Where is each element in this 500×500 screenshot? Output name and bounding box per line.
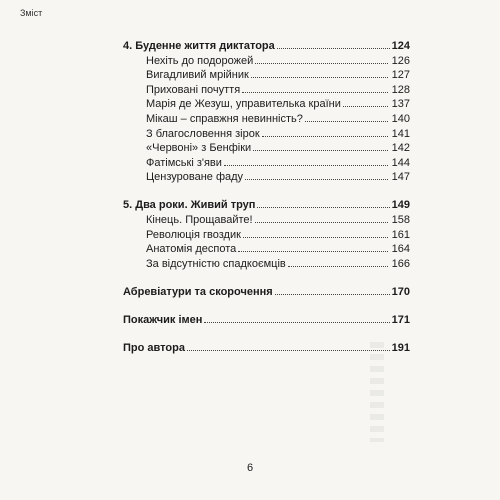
dot-leader — [243, 236, 388, 238]
dot-leader — [255, 62, 388, 64]
toc-entry[interactable] — [123, 241, 410, 256]
toc-section-page: 149 — [391, 199, 410, 212]
dot-leader — [224, 164, 388, 166]
dot-leader — [257, 206, 389, 208]
toc-section-heading[interactable] — [123, 282, 410, 298]
dot-leader — [305, 120, 388, 122]
toc-section-heading[interactable] — [123, 338, 410, 354]
toc-entry-label: Революція гвоздик — [146, 228, 241, 241]
dot-leader — [255, 221, 388, 223]
toc-entry-page: 142 — [391, 142, 410, 155]
toc-entry-label: За відсутністю спадкоємців — [146, 257, 286, 270]
toc-entry-label: Вигадливий мрійник — [146, 69, 249, 82]
toc-entry-label: З благословення зірок — [146, 127, 260, 140]
toc-section-page: 171 — [391, 313, 410, 326]
toc-entry-label: Анатомія деспота — [146, 243, 237, 256]
toc-section — [123, 338, 410, 354]
dot-leader — [343, 105, 388, 107]
toc-entry[interactable] — [123, 211, 410, 226]
toc-entry-page: 158 — [391, 213, 410, 226]
toc-entry-page: 141 — [391, 127, 410, 140]
toc-section-page: 124 — [391, 40, 410, 52]
toc-entry-page: 144 — [391, 156, 410, 169]
toc-entry-label: Нехіть до подорожей — [146, 54, 254, 67]
spacer — [123, 298, 410, 310]
toc-section-title: Покажчик імен — [123, 313, 203, 326]
dot-leader — [277, 47, 390, 49]
toc-entry-page: 161 — [391, 228, 410, 241]
toc-section-title: 4. Буденне життя диктатора — [123, 40, 275, 52]
dot-leader — [242, 91, 388, 93]
toc-section — [123, 36, 410, 183]
toc-entry-label: Кінець. Прощавайте! — [146, 213, 253, 226]
dot-leader — [245, 178, 388, 180]
toc-section-heading[interactable] — [123, 310, 410, 326]
toc-entry[interactable] — [123, 110, 410, 125]
dot-leader — [251, 76, 388, 78]
toc-entry-page: 140 — [391, 112, 410, 125]
dot-leader — [275, 293, 390, 295]
toc-entry-label: Мікаш – справжня невинність? — [146, 112, 303, 125]
toc-entry-label: Фатімські з'яви — [146, 156, 222, 169]
toc-entry-page: 147 — [391, 171, 410, 184]
toc-section-heading[interactable] — [123, 36, 410, 52]
toc-entry-label: «Червоні» з Бенфіки — [146, 142, 252, 155]
toc-section-title: Абревіатури та скорочення — [123, 285, 273, 298]
spacer — [123, 183, 410, 195]
toc-section-title: 5. Два роки. Живий труп — [123, 199, 256, 212]
toc-entry-page: 126 — [391, 54, 410, 67]
toc-entry[interactable] — [123, 125, 410, 140]
toc-entry[interactable] — [123, 140, 410, 155]
toc-entry[interactable] — [123, 255, 410, 270]
toc-entry-page: 128 — [391, 83, 410, 96]
toc-section-heading[interactable] — [123, 195, 410, 211]
dot-leader — [238, 250, 388, 252]
toc-section-page: 191 — [391, 341, 410, 354]
toc-entry-page: 137 — [391, 98, 410, 111]
toc-section — [123, 195, 410, 269]
dot-leader — [262, 135, 388, 137]
toc-section — [123, 282, 410, 298]
dot-leader — [288, 265, 388, 267]
toc-section-page: 170 — [391, 285, 410, 298]
spacer — [123, 326, 410, 338]
toc-section-title: Про автора — [123, 341, 185, 354]
toc-entry[interactable] — [123, 81, 410, 96]
dot-leader — [187, 349, 390, 351]
show-through-mark — [370, 342, 384, 442]
toc-entry-label: Марія де Жезуш, управителька країни — [146, 98, 341, 111]
toc-entry-page: 127 — [391, 69, 410, 82]
toc-entry-page: 164 — [391, 243, 410, 256]
toc-section — [123, 310, 410, 326]
page-number: 6 — [246, 462, 254, 474]
table-of-contents — [123, 36, 410, 354]
toc-entry[interactable] — [123, 154, 410, 169]
dot-leader — [204, 321, 389, 323]
toc-entry-page: 166 — [391, 257, 410, 270]
dot-leader — [253, 149, 388, 151]
toc-entry-label: Цензуроване фаду — [146, 171, 244, 184]
toc-entry[interactable] — [123, 226, 410, 241]
toc-entry-label: Приховані почуття — [146, 83, 241, 96]
toc-entry[interactable] — [123, 67, 410, 82]
toc-entry[interactable] — [123, 96, 410, 111]
toc-entry[interactable] — [123, 52, 410, 67]
toc-entry[interactable] — [123, 169, 410, 184]
running-head: Зміст — [20, 8, 43, 18]
spacer — [123, 270, 410, 282]
